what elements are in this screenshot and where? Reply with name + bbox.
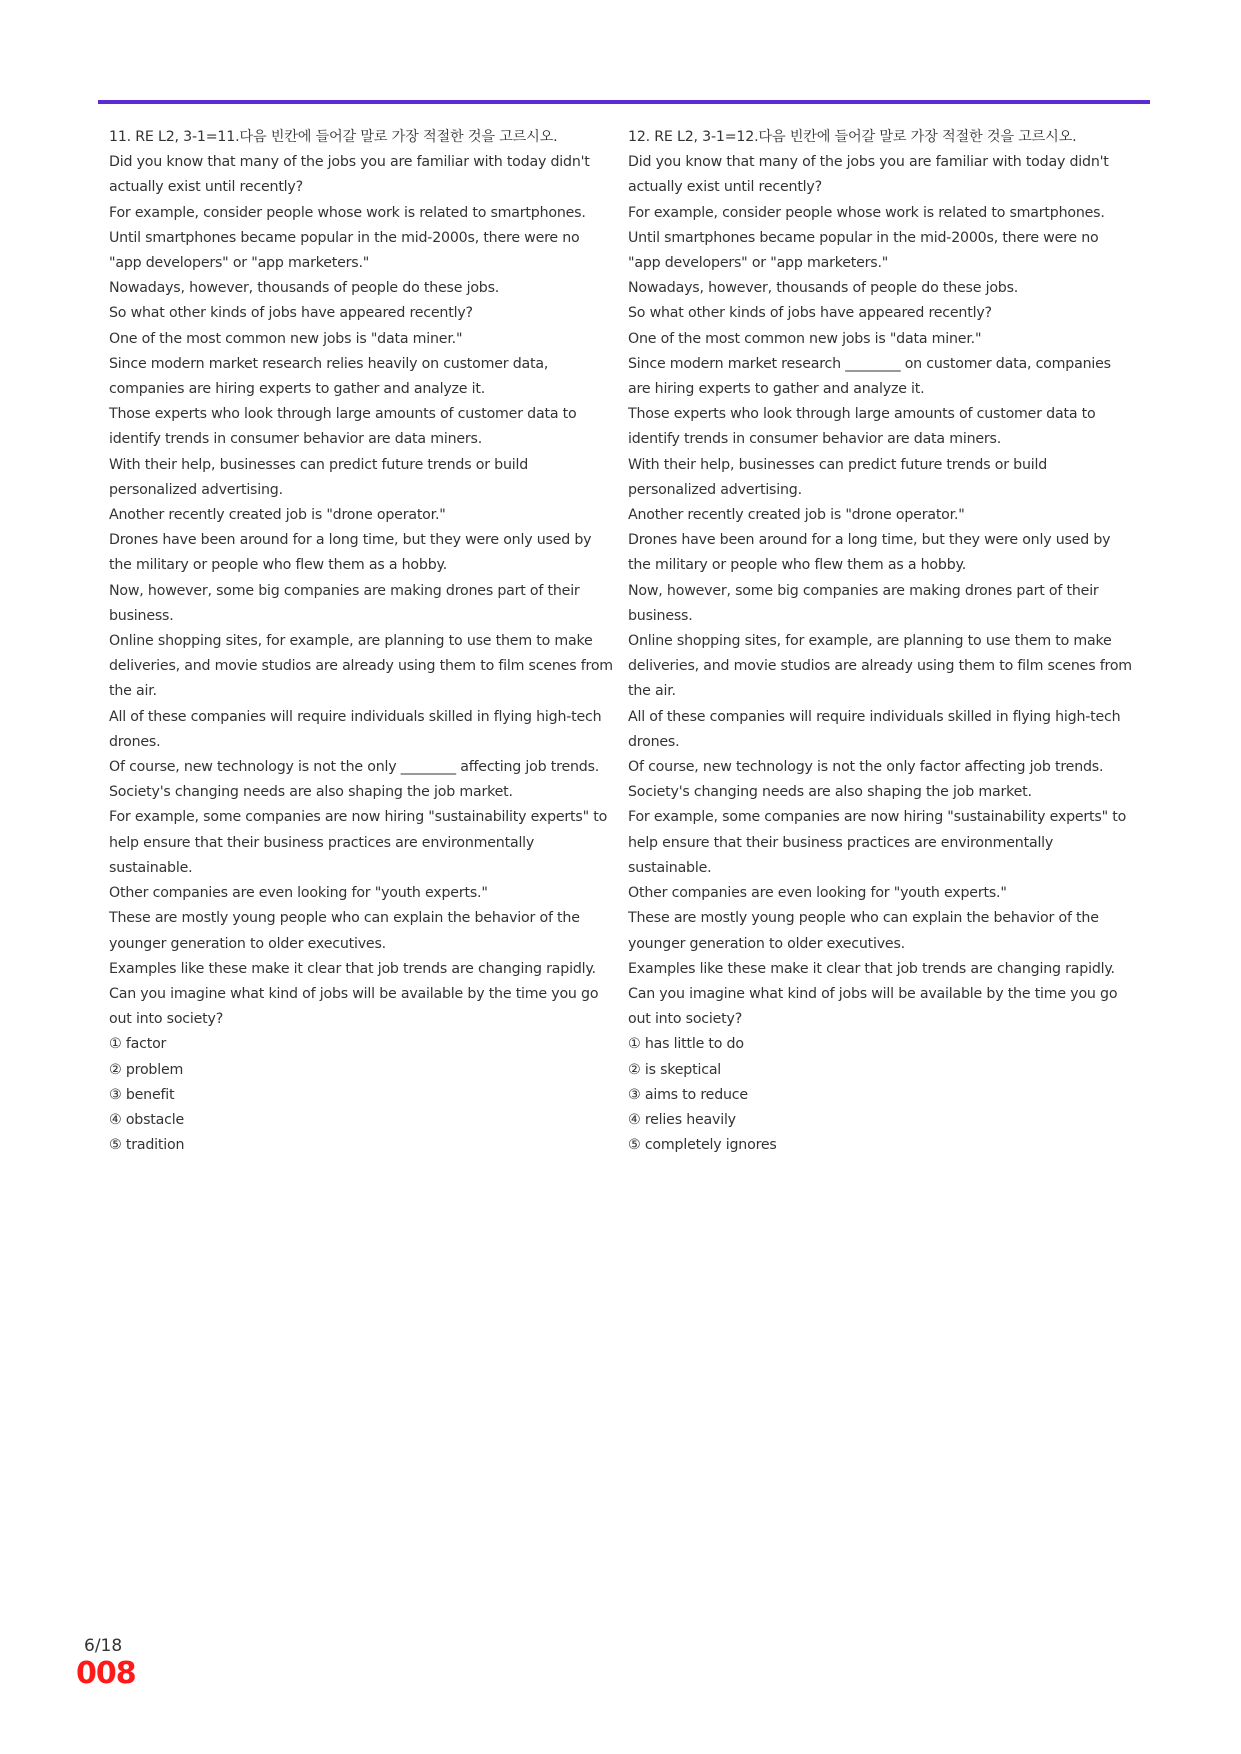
sentence: Examples like these make it clear that job trends are changing rapidly. bbox=[628, 960, 1115, 977]
sentence: Drones have been around for a long time, but they were only used by the military or people who flew them as a hobby. bbox=[109, 532, 592, 574]
sentence: For example, consider people whose work is related to smartphones. bbox=[109, 204, 586, 221]
sentence: So what other kinds of jobs have appeared recently? bbox=[628, 305, 992, 322]
option-2: ② is skeptical bbox=[628, 1061, 722, 1078]
passage bbox=[109, 150, 614, 1032]
option-2: ② problem bbox=[109, 1061, 184, 1078]
sentence: With their help, businesses can predict future trends or build personalized advertising. bbox=[628, 456, 1048, 498]
question-12 bbox=[628, 125, 1133, 1158]
sentence: Examples like these make it clear that job trends are changing rapidly. bbox=[109, 960, 596, 977]
option-5: ⑤ tradition bbox=[109, 1137, 185, 1154]
sentence: Until smartphones became popular in the mid-2000s, there were no "app developers" or "app marketers." bbox=[628, 229, 1099, 272]
sentence: Nowadays, however, thousands of people do these jobs. bbox=[109, 280, 500, 297]
question-11 bbox=[109, 125, 614, 1158]
sentence: Online shopping sites, for example, are planning to use them to make deliveries, and movie studios are already using them to film scenes from the air. bbox=[109, 633, 613, 700]
sentence: Since modern market research ________ on customer data, companies are hiring experts to gather and analyze it. bbox=[628, 355, 1111, 398]
sentence: Did you know that many of the jobs you are familiar with today didn't actually exist until recently? bbox=[109, 154, 590, 196]
sentence: Now, however, some big companies are making drones part of their business. bbox=[628, 582, 1099, 624]
option-1: ① has little to do bbox=[628, 1036, 744, 1053]
answer-options bbox=[109, 1032, 614, 1158]
sentence: Those experts who look through large amounts of customer data to identify trends in consumer behavior are data miners. bbox=[628, 406, 1096, 448]
sentence: Online shopping sites, for example, are planning to use them to make deliveries, and movie studios are already using them to film scenes from the air. bbox=[628, 633, 1132, 700]
sentence: Now, however, some big companies are making drones part of their business. bbox=[109, 582, 580, 624]
question-header: 11. RE L2, 3-1=11.다음 빈칸에 들어갈 말로 가장 적절한 것을 고르시오. bbox=[109, 129, 558, 145]
page-code: 008 bbox=[76, 1656, 136, 1691]
answer-options bbox=[628, 1032, 1133, 1158]
sentence: These are mostly young people who can explain the behavior of the younger generation to older executives. bbox=[628, 910, 1099, 952]
sentence: So what other kinds of jobs have appeared recently? bbox=[109, 305, 473, 322]
sentence: Nowadays, however, thousands of people do these jobs. bbox=[628, 280, 1019, 297]
sentence: Another recently created job is "drone operator." bbox=[109, 507, 446, 524]
option-3: ③ aims to reduce bbox=[628, 1086, 748, 1103]
sentence: Of course, new technology is not the only factor affecting job trends. bbox=[628, 759, 1104, 776]
sentence: Other companies are even looking for "youth experts." bbox=[628, 885, 1007, 902]
sentence: Another recently created job is "drone operator." bbox=[628, 507, 965, 524]
option-4: ④ relies heavily bbox=[628, 1111, 736, 1128]
question-header: 12. RE L2, 3-1=12.다음 빈칸에 들어갈 말로 가장 적절한 것을 고르시오. bbox=[628, 129, 1077, 145]
sentence: For example, some companies are now hiring "sustainability experts" to help ensure that their business practices are environmentally sustainable. bbox=[628, 809, 1127, 876]
top-rule bbox=[98, 100, 1150, 104]
option-3: ③ benefit bbox=[109, 1086, 175, 1103]
option-1: ① factor bbox=[109, 1036, 167, 1053]
sentence: All of these companies will require individuals skilled in flying high-tech drones. bbox=[109, 708, 602, 750]
sentence: For example, some companies are now hiring "sustainability experts" to help ensure that their business practices are environmentally sustainable. bbox=[109, 809, 608, 876]
sentence: For example, consider people whose work is related to smartphones. bbox=[628, 204, 1105, 221]
sentence: One of the most common new jobs is "data miner." bbox=[109, 330, 463, 347]
sentence: Can you imagine what kind of jobs will be available by the time you go out into society? bbox=[628, 985, 1118, 1028]
sentence: Drones have been around for a long time, but they were only used by the military or people who flew them as a hobby. bbox=[628, 532, 1111, 574]
passage bbox=[628, 150, 1133, 1032]
sentence: Society's changing needs are also shaping the job market. bbox=[109, 784, 513, 801]
sentence: Of course, new technology is not the only ________ affecting job trends. bbox=[109, 759, 600, 776]
sentence: Those experts who look through large amounts of customer data to identify trends in consumer behavior are data miners. bbox=[109, 406, 577, 448]
sentence: Did you know that many of the jobs you are familiar with today didn't actually exist until recently? bbox=[628, 154, 1109, 196]
sentence: All of these companies will require individuals skilled in flying high-tech drones. bbox=[628, 708, 1121, 750]
option-5: ⑤ completely ignores bbox=[628, 1137, 777, 1154]
sentence: Other companies are even looking for "youth experts." bbox=[109, 885, 488, 902]
sentence: One of the most common new jobs is "data miner." bbox=[628, 330, 982, 347]
option-4: ④ obstacle bbox=[109, 1111, 185, 1128]
sentence: Since modern market research relies heavily on customer data, companies are hiring experts to gather and analyze it. bbox=[109, 355, 549, 398]
sentence: Society's changing needs are also shaping the job market. bbox=[628, 784, 1032, 801]
sentence: Can you imagine what kind of jobs will be available by the time you go out into society? bbox=[109, 985, 599, 1028]
sentence: With their help, businesses can predict future trends or build personalized advertising. bbox=[109, 456, 529, 498]
sentence: Until smartphones became popular in the mid-2000s, there were no "app developers" or "app marketers." bbox=[109, 229, 580, 272]
page-indicator: 6/18 bbox=[84, 1636, 123, 1656]
sentence: These are mostly young people who can explain the behavior of the younger generation to older executives. bbox=[109, 910, 580, 952]
